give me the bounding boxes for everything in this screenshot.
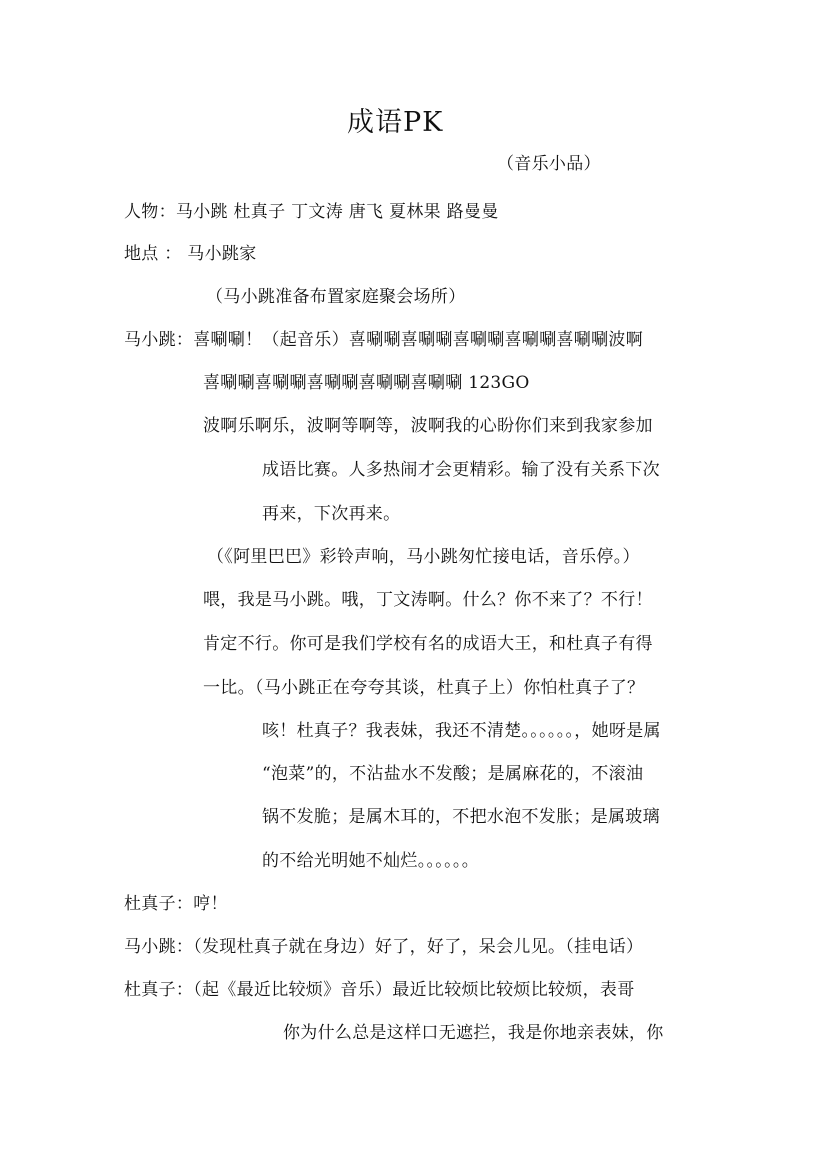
script-line: 喂，我是马小跳。哦，丁文涛啊。什么？你不来了？不行！ [203, 590, 653, 610]
script-line: 锅不发脆；是属木耳的，不把水泡不发胀；是属玻璃 [262, 807, 660, 827]
script-line: 你为什么总是这样口无遮拦，我是你地亲表妹，你 [283, 1023, 664, 1043]
script-line: 马小跳：（发现杜真子就在身边）好了，好了，呆会儿见。（挂电话） [124, 937, 644, 957]
script-line: 成语比赛。人多热闹才会更精彩。输了没有关系下次 [262, 460, 660, 480]
script-line: 一比。（马小跳正在夸夸其谈，杜真子上）你怕杜真子了？ [203, 678, 645, 698]
script-line: 杜真子：哼！ [124, 894, 228, 914]
script-line: 杜真子：（起《最近比较烦》音乐）最近比较烦比较烦比较烦，表哥 [124, 980, 635, 1000]
script-line: 波啊乐啊乐，波啊等啊等，波啊我的心盼你们来到我家参加 [203, 416, 653, 436]
subtitle: （音乐小品） [497, 154, 601, 174]
location-line: 地点 ： 马小跳家 [124, 244, 257, 264]
script-line: “泡菜”的，不沾盐水不发酸；是属麻花的，不滚油 [262, 764, 644, 784]
script-line: 肯定不行。你可是我们学校有名的成语大王，和杜真子有得 [203, 634, 653, 654]
script-line: 再来，下次再来。 [262, 504, 401, 524]
script-line: （《阿里巴巴》彩铃声响，马小跳匆忙接电话，音乐停。） [207, 547, 640, 567]
characters-line: 人物：马小跳 杜真子 丁文涛 唐飞 夏林果 路曼曼 [124, 202, 499, 222]
script-line: 的不给光明她不灿烂。。。。。。 [262, 851, 479, 871]
stage-direction: （马小跳准备布置家庭聚会场所） [206, 287, 466, 307]
page-title: 成语PK [347, 107, 444, 138]
script-line: 咳！杜真子？我表妹，我还不清楚。。。。。。，她呀是属 [262, 721, 661, 741]
script-line: 喜唰唰喜唰唰喜唰唰喜唰唰喜唰唰 123GO [203, 373, 530, 393]
script-line: 马小跳：喜唰唰！（起音乐）喜唰唰喜唰唰喜唰唰喜唰唰喜唰唰波啊 [124, 330, 643, 350]
